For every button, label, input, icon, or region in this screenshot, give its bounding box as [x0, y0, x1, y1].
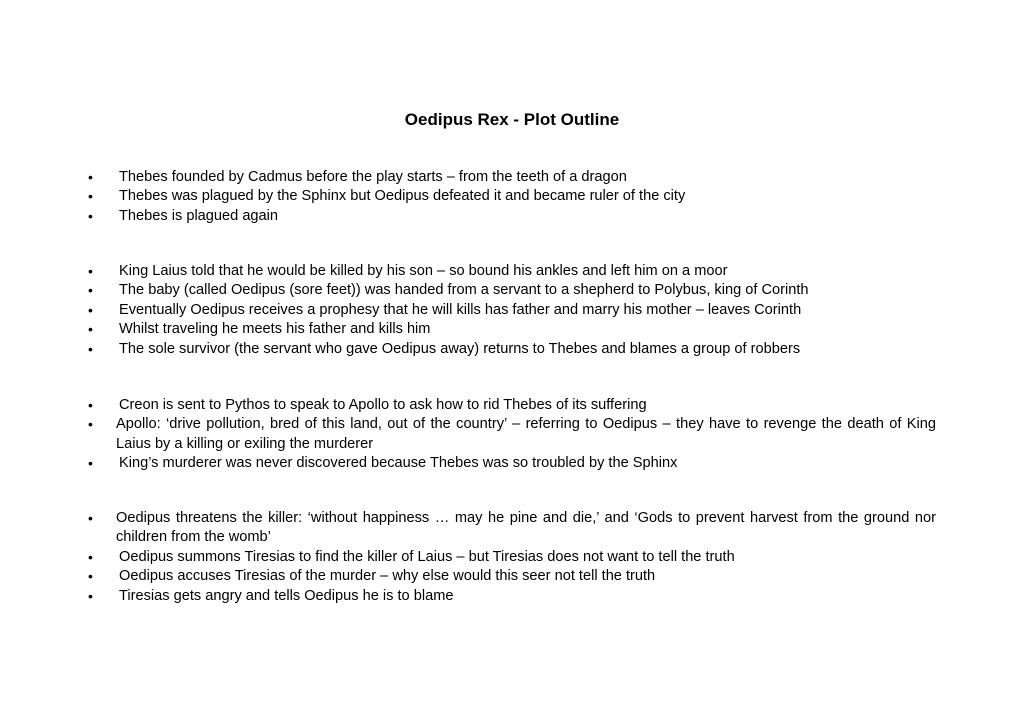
bullet-list-section-4 — [88, 509, 936, 606]
list-item-text: Thebes founded by Cadmus before the play starts – from the teeth of a dragon — [119, 169, 627, 185]
list-item-text: Thebes is plagued again — [119, 207, 279, 224]
bullet-icon: • — [88, 169, 93, 185]
list-item-text: King’s murderer was never discovered because Thebes was so troubled by the Sphinx — [119, 455, 678, 472]
bullet-icon: • — [88, 548, 93, 565]
list-item — [88, 454, 936, 473]
list-item-text: The sole survivor (the servant who gave Oedipus away) returns to Thebes and blames a group of robbers — [119, 340, 801, 357]
bullet-list-section-1 — [88, 168, 936, 226]
bullet-icon: • — [88, 340, 93, 357]
bullet-list-section-3 — [88, 396, 936, 474]
list-item-text: Creon is sent to Pythos to speak to Apollo to ask how to rid Thebes of its suffering — [119, 397, 647, 413]
list-item — [88, 187, 936, 206]
list-item — [88, 320, 936, 339]
bullet-icon: • — [88, 416, 93, 433]
bullet-icon: • — [88, 207, 93, 224]
bullet-icon: • — [88, 568, 93, 585]
list-item-text: Whilst traveling he meets his father and kills him — [119, 321, 431, 338]
bullet-icon: • — [88, 587, 93, 604]
list-item — [88, 340, 936, 359]
list-item — [88, 207, 936, 226]
list-item — [88, 415, 936, 454]
list-item-text: Oedipus accuses Tiresias of the murder – why else would this seer not tell the truth — [119, 568, 656, 585]
bullet-icon: • — [88, 188, 93, 205]
list-item — [88, 301, 936, 320]
bullet-icon: • — [88, 282, 93, 299]
list-item — [88, 168, 936, 187]
list-item-text: The baby (called Oedipus (sore feet)) was handed from a servant to a shepherd to Polybus, king of Corinth — [119, 282, 809, 299]
list-item — [88, 567, 936, 586]
list-item-text: Apollo: ‘drive pollution, bred of this land, out of the country’ – referring to Oedipus – they have to revenge the death of King Laius by a killing or exiling the murderer — [116, 416, 936, 452]
list-item-text: Eventually Oedipus receives a prophesy that he will kills has father and marry his mother – leaves Corinth — [119, 301, 802, 318]
list-item-text: Thebes was plagued by the Sphinx but Oedipus defeated it and became ruler of the city — [119, 188, 686, 205]
bullet-list-section-2 — [88, 262, 936, 359]
bullet-icon: • — [88, 510, 93, 526]
list-item-text: Oedipus summons Tiresias to find the killer of Laius – but Tiresias does not want to tell the truth — [119, 548, 735, 565]
list-item-text: Oedipus threatens the killer: ‘without happiness … may he pine and die,’ and ‘Gods to prevent harvest from the ground nor children from the womb’ — [116, 510, 936, 546]
bullet-icon: • — [88, 263, 93, 279]
list-item-text: King Laius told that he would be killed by his son – so bound his ankles and left him on a moor — [119, 263, 728, 279]
list-item — [88, 587, 936, 606]
bullet-icon: • — [88, 321, 93, 338]
list-item — [88, 281, 936, 300]
list-item — [88, 509, 936, 548]
page-title: Oedipus Rex - Plot Outline — [404, 110, 620, 129]
bullet-icon: • — [88, 455, 93, 472]
list-item — [88, 262, 936, 281]
bullet-icon: • — [88, 301, 93, 318]
list-item — [88, 548, 936, 567]
bullet-icon: • — [88, 397, 93, 413]
list-item-text: Tiresias gets angry and tells Oedipus he is to blame — [119, 587, 454, 604]
list-item — [88, 396, 936, 415]
